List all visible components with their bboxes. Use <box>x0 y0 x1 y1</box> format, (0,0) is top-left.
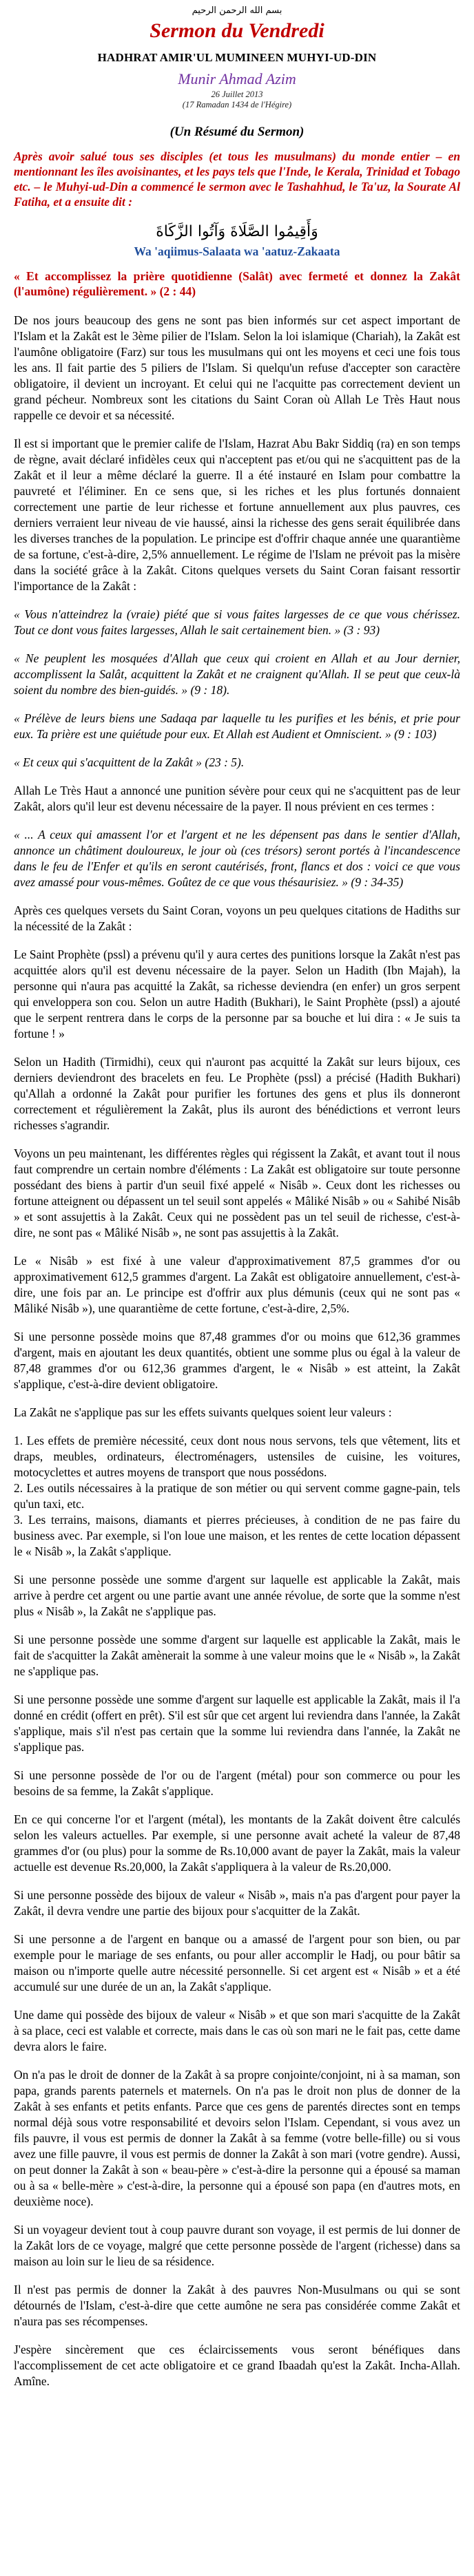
paragraph: Si une personne possède moins que 87,48 grammes d'or ou moins que 612,36 grammes d'argent, mais en ajoutant les deux quantités, obtient une somme plus ou égal à la valeur de 87,48 grammes d'or ou 612,36 grammes d'argent, le « Nisâb » est atteint, la Zakât s'applique, c'est-à-dire devient obligatoire. <box>14 1330 460 1391</box>
paragraph: Si une personne possède de l'or ou de l'argent (métal) pour son commerce ou pour les besoins de sa femme, la Zakât s'applique. <box>14 1768 460 1798</box>
author-title: HADHRAT AMIR'UL MUMINEEN MUHYI-UD-DIN <box>97 51 377 64</box>
paragraph: Le Saint Prophète (pssl) a prévenu qu'il y aura certes des punitions lorsque la Zakât n'est pas acquittée alors qu'il est devenu nécessaire de la payer. Selon un Hadith (Ibn Majah), la personne qui n'aura pas acquitté la Zakât, sa richesse deviendra (en enfer) un gros serpent qui enveloppera son cou. Selon un autre Hadith (Bukhari), le Saint Prophète (pssl) a ajouté que le serpent rentrera dans le corps de la personne par sa bouche et lui dira : « Je suis ta fortune ! » <box>14 947 460 1040</box>
summary-subtitle: (Un Résumé du Sermon) <box>169 125 305 139</box>
closing-paragraph: J'espère sincèrement que ces éclaircissements vous seront bénéfiques dans l'accomplissement de cet acte obligatoire et ce grand Ibaadah qu'est la Zakât. Incha-Allah. Amîne. <box>14 2343 460 2388</box>
hijri-date: (17 Ramadan 1434 de l'Hégire) <box>182 100 292 109</box>
paragraph: De nos jours beaucoup des gens ne sont pas bien informés sur cet aspect important de l'Islam et la Zakât est le 3ème pilier de l'Islam. Selon la loi islamique (Chariah), la Zakât est l'aumône obligatoire (Farz) sur tous les musulmans qui ont les moyens et ceci une fois tous les ans. Il fait partie des 5 piliers de l'Islam. Si quelqu'un refuse d'accepter son caractère obligatoire, il devient un incroyant. Et celui qui ne l'acquitte pas correctement devient un grand pécheur. Nombreux sont les citations du Saint Coran où Allah Le Très Haut nous rappelle ce devoir et sa nécessité. <box>14 313 460 422</box>
paragraph: Une dame qui possède des bijoux de valeur « Nisâb » et que son mari s'acquitte de la Zakât à sa place, ceci est valable et correcte, mais dans le cas où son mari ne le fait pas, cette dame devra alors le faire. <box>14 2008 460 2053</box>
paragraph: Allah Le Très Haut a annoncé une punition sévère pour ceux qui ne s'acquittent pas de leur Zakât, alors qu'il leur est devenu nécessaire de la payer. Il nous prévient en ces termes : <box>14 784 460 813</box>
sermon-body <box>14 313 460 2389</box>
author-name: Munir Ahmad Azim <box>178 70 296 87</box>
bismillah: بسم الله الرحمن الرحيم <box>192 6 282 16</box>
list-item: 2. Les outils nécessaires à la pratique de son métier ou qui servent comme gagne-pain, tels qu'un taxi, etc. <box>14 1481 460 1511</box>
paragraph: En ce qui concerne l'or et l'argent (métal), les montants de la Zakât doivent être calculés selon les valeurs actuelles. Par exemple, si une personne avait acheté la valeur de 87,48 grammes d'or (ou plus) pour la somme de Rs.10,000 avant de payer la Zakât, mais la valeur actuelle est devenue Rs.20,000, la Zakât s'appliquera à la valeur de Rs.20,000. <box>14 1812 460 1874</box>
paragraph: Si une personne possède des bijoux de valeur « Nisâb », mais n'a pas d'argent pour payer la Zakât, il devra vendre une partie des bijoux pour s'acquitter de la Zakât. <box>14 1888 460 1918</box>
paragraph: Si un voyageur devient tout à coup pauvre durant son voyage, il est permis de lui donner de la Zakât lors de ce voyage, malgré que cette personne possède de l'argent (richesse) dans sa maison au loin sur le lieu de sa résidence. <box>14 2223 460 2268</box>
list-item: 1. Les effets de première nécessité, ceux dont nous nous servons, tels que vêtement, lits et draps, meubles, ordinateurs, électroménagers, ustensiles de cuisine, les voitures, motocyclettes et autres moyens de transport que nous possédons. <box>14 1434 460 1479</box>
paragraph: Si une personne possède une somme d'argent sur laquelle est applicable la Zakât, mais arrive à perdre cet argent ou une partie avant une année révolue, de sorte que la somme n'est plus « Nisâb », la Zakât ne s'applique pas. <box>14 1573 460 1618</box>
page-title: Sermon du Vendredi <box>150 19 324 42</box>
paragraph: On n'a pas le droit de donner de la Zakât à sa propre conjointe/conjoint, ni à sa maman, son papa, grands parents paternels et maternels. On n'a pas le droit non plus de donner de la Zakât à ses enfants et petits enfants. Parce que ces gens de parentés directes sont en temps normal déjà sous votre responsabilité et devoirs selon l'Islam. Cependant, si vous avez un fils pauvre, il vous est permis de donner la Zakât à sa femme (votre belle-fille) ou si vous avez une fille pauvre, il vous est permis de donner la Zakât à son mari (votre gendre). Aussi, on peut donner la Zakât à son « beau-père » c'est-à-dire la personne qui a épousé sa maman ou à sa « belle-mère » c'est-à-dire, la personne qui a épousé son papa (en d'autres mots, en deuxième noce). <box>14 2068 460 2208</box>
sermon-date: 26 Juillet 2013 <box>211 90 263 99</box>
quran-quote: « Vous n'atteindrez la (vraie) piété que si vous faites largesses de ce que vous chérissez. Tout ce dont vous faites largesses, Allah le sait certainement bien. » (3 : 93) <box>14 607 460 637</box>
exemptions-list <box>14 1433 460 1560</box>
paragraph: Selon un Hadith (Tirmidhi), ceux qui n'auront pas acquitté la Zakât sur leurs bijoux, ces derniers deviendront des bracelets en feu. Le Prophète (pssl) a précisé (Hadith Bukhari) qu'Allah a ordonné la Zakât pour purifier les fortunes des gens et plus ils donneront correctement et régulièrement la Zakât, plus ils auront des bénédictions et verront leurs richesses s'agrandir. <box>14 1055 460 1132</box>
list-item: 3. Les terrains, maisons, diamants et pierres précieuses, à condition de ne pas faire du business avec. Par exemple, si l'on loue une maison, et les rentes de cette location dépassent le « Nisâb », la Zakât s'applique. <box>14 1513 460 1558</box>
quran-quote: « Ne peuplent les mosquées d'Allah que ceux qui croient en Allah et au Jour dernier, accomplissent la Salât, acquittent la Zakât et ne craignent qu'Allah. Il se peut que ceux-là soient du nombre des bien-guidés. » (9 : 18). <box>14 651 460 697</box>
paragraph: Le « Nisâb » est fixé à une valeur d'approximativement 87,5 grammes d'or ou approximativement 612,5 grammes d'argent. La Zakât est obligatoire annuellement, c'est-à-dire, une fois par an. Le principe est d'offrir aux plus démunis (ceux qui ne sont pas « Mâliké Nisâb »), une quarantième de cette fortune, c'est-à-dire, 2,5%. <box>14 1254 460 1315</box>
paragraph: Si une personne possède une somme d'argent sur laquelle est applicable la Zakât, mais le fait de s'acquitter la Zakât amènerait la somme à une valeur moins que le « Nisâb », la Zakât ne s'applique pas. <box>14 1633 460 1678</box>
document-header <box>14 4 460 299</box>
paragraph: Après ces quelques versets du Saint Coran, voyons un peu quelques citations de Hadiths sur la nécessité de la Zakât : <box>14 903 460 933</box>
paragraph: Si une personne possède une somme d'argent sur laquelle est applicable la Zakât, mais il l'a donné en crédit (offert en prêt). S'il est sûr que cet argent lui reviendra dans l'année, la Zakât s'applique, mais s'il n'est pas certain que la somme lui reviendra dans l'année, la Zakât ne s'applique pas. <box>14 1693 460 1754</box>
paragraph: Il n'est pas permis de donner la Zakât à des pauvres Non-Musulmans ou qui se sont détournés de l'Islam, c'est-à-dire que cette aumône ne sera pas considérée comme Zakât et n'aura pas ses récompenses. <box>14 2283 460 2328</box>
paragraph: La Zakât ne s'applique pas sur les effets suivants quelques soient leur valeurs : <box>14 1405 392 1419</box>
paragraph: Si une personne a de l'argent en banque ou a amassé de l'argent pour son bien, ou par exemple pour le mariage de ses enfants, ou pour aller accomplir le Hadj, ou pour bâtir sa maison ou n'importe quelle autre nécessité personnelle. Si cet argent est « Nisâb » et a été accumulé sur une durée de un an, la Zakât s'applique. <box>14 1932 460 1993</box>
verse-transliteration: Wa 'aqiimus-Salaata wa 'aatuz-Zakaata <box>134 244 340 258</box>
quran-quote: « Prélève de leurs biens une Sadaqa par laquelle tu les purifies et les bénis, et prie pour eux. Ta prière est une quiétude pour eux. Et Allah est Audient et Omniscient. » (9 : 103) <box>14 711 460 741</box>
paragraph: Voyons un peu maintenant, les différentes règles qui régissent la Zakât, et avant tout il nous faut comprendre un certain nombre d'éléments : La Zakât est obligatoire sur toute personne possédant des biens à partir d'un seuil fixé appelé « Nisâb ». Ceux dont les richesses ou fortune atteignent ou dépassent un tel seuil sont appelés « Mâliké Nisâb » ou « Sahibé Nisâb » et sont assujettis à la Zakât. Ceux qui ne possèdent pas un tel seuil de richesse, c'est-à-dire, ne sont pas « Mâliké Nisâb », ne sont pas assujettis à la Zakât. <box>14 1146 460 1239</box>
verse-translation: « Et accomplissez la prière quotidienne (Salât) avec fermeté et donnez la Zakât (l'aumône) régulièrement. » (2 : 44) <box>14 269 460 298</box>
verse-arabic: وَأَقِيمُوا الصَّلَاةَ وَآتُوا الزَّكَاةَ <box>156 223 318 240</box>
paragraph: Il est si important que le premier calife de l'Islam, Hazrat Abu Bakr Siddiq (ra) en son temps de règne, avait déclaré infidèles ceux qui n'acceptent pas et/ou qui ne s'acquittent pas de la Zakât et il leur a même déclaré la guerre. Il a été instauré en Islam pour combattre la pauvreté et l'éliminer. En ce sens que, si les riches et les plus fortunés donnaient correctement une partie de leur richesse et fortune annuellement aux plus pauvres, ces derniers verraient leur niveau de vie haussé, ainsi la richesse des gens serait équilibrée dans les diverses tranches de la population. Le principe est d'offrir chaque année une quarantième de sa fortune, c'est-à-dire, 2,5% annuellement. Le régime de l'Islam ne prévoit pas la misère dans la société grâce à la Zakât. Citons quelques versets du Saint Coran faisant ressortir l'importance de la Zakât : <box>14 437 460 593</box>
quran-quote: « Et ceux qui s'acquittent de la Zakât » (23 : 5). <box>14 755 245 769</box>
quran-quote: « ... A ceux qui amassent l'or et l'argent et ne les dépensent pas dans le sentier d'Allah, annonce un châtiment douloureux, le jour où (ces trésors) seront portés à l'incandescence dans le feu de l'Enfer et qu'ils en seront cautérisés, front, flancs et dos : voici ce que vous avez amassé pour vous-mêmes. Goûtez de ce que vous thésaurisiez. » (9 : 34-35) <box>14 828 460 889</box>
intro-paragraph: Après avoir salué tous ses disciples (et tous les musulmans) du monde entier – en mentionnant les îles avoisinantes, et les pays tels que l'Inde, le Kerala, Trinidad et Tobago etc. – le Muhyi-ud-Din a commencé le sermon avec le Tashahhud, le Ta'uz, la Sourate Al Fatiha, et a ensuite dit : <box>14 149 460 209</box>
